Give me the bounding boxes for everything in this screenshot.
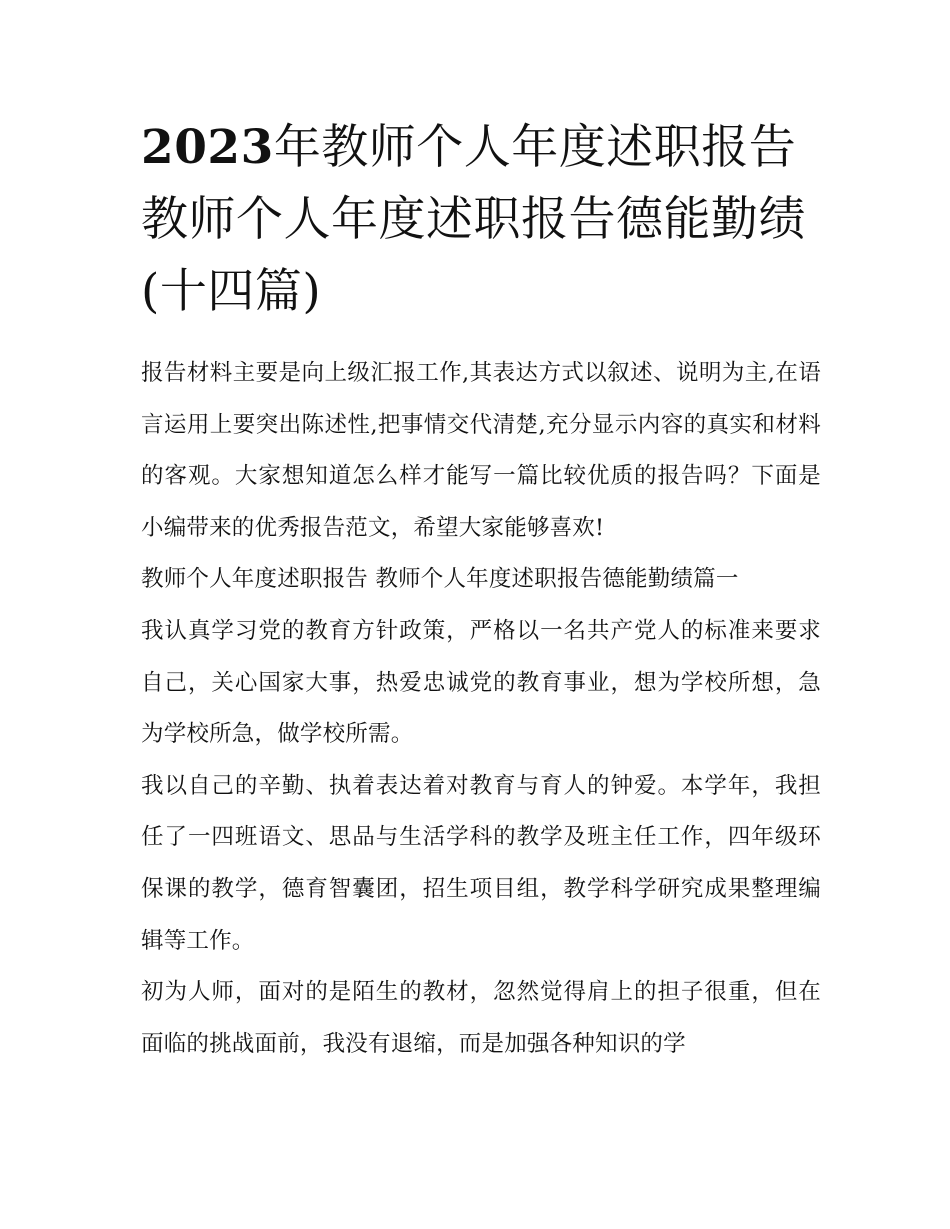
- intro-paragraph: 报告材料主要是向上级汇报工作,其表达方式以叙述、说明为主,在语言运用上要突出陈述性,把事情交代清楚,充分显示内容的真实和材料的客观。大家想知道怎么样才能写一篇比较优质的报告吗？下面是小编带来的优秀报告范文，希望大家能够喜欢!: [141, 360, 821, 541]
- body-paragraph: 我认真学习党的教育方针政策，严格以一名共产党人的标准来要求自己，关心国家大事，热爱忠诚党的教育事业，想为学校所想，急为学校所急，做学校所需。: [141, 617, 821, 748]
- body-paragraph: 初为人师，面对的是陌生的教材，忽然觉得肩上的担子很重，但在面临的挑战面前，我没有退缩，而是加强各种知识的学: [141, 979, 821, 1057]
- body-paragraph: 我以自己的辛勤、执着表达着对教育与育人的钟爱。本学年，我担任了一四班语文、思品与生活学科的教学及班主任工作，四年级环保课的教学，德育智囊团，招生项目组，教学科学研究成果整理编辑等工作。: [141, 772, 821, 954]
- document-page: [141, 112, 821, 1070]
- document-title: [141, 112, 821, 328]
- title-year: 2023: [141, 120, 274, 175]
- title-text: 年教师个人年度述职报告教师个人年度述职报告德能勤绩(十四篇): [141, 120, 806, 319]
- section-heading: 教师个人年度述职报告 教师个人年度述职报告德能勤绩篇一: [141, 566, 739, 593]
- document-body: [141, 348, 821, 1070]
